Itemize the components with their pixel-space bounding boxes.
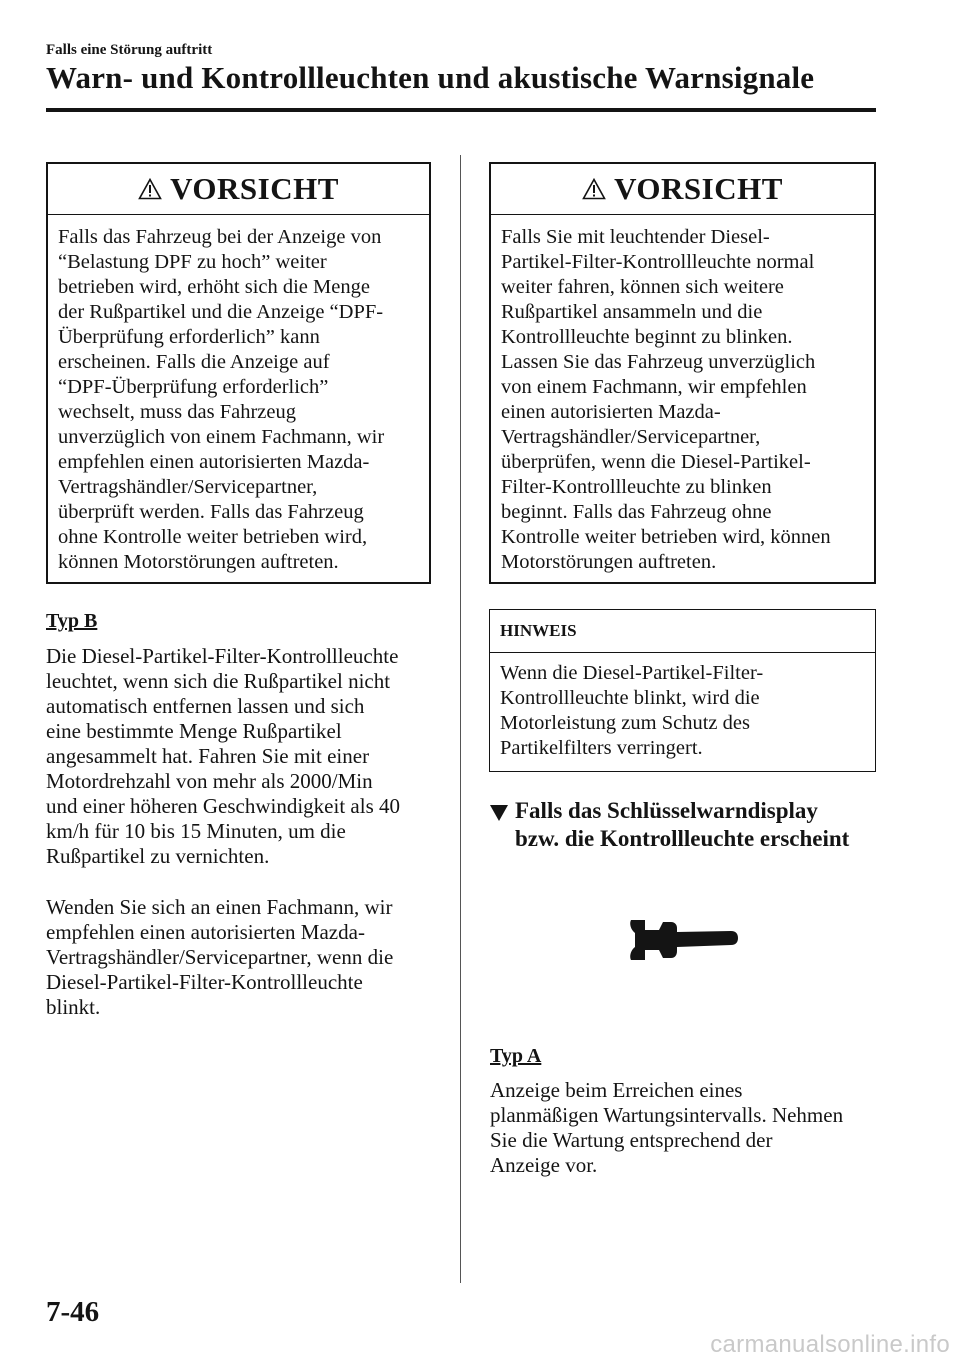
caution-text: Falls Sie mit leuchtender Diesel- Partikel-Filter-Kontrollleuchte normal weiter fahren, können sich weitere Rußpartikel ansammeln und die Kontrollleuchte beginnt zu blinken. Lassen Sie das Fahrzeug unverzüglich von einem Fachmann, wir empfehlen einen autorisierten Mazda- Vertragshändler/Servicepartner, überprüfen, wenn die Diesel-Partikel- Filter-Kontrollleuchte zu blinken beginnt. Falls das Fahrzeug ohne Kontrolle weiter betrieben wird, können Motorstörungen auftreten.: [501, 226, 831, 573]
caution-header: [491, 164, 874, 215]
page-title: Warn- und Kontrollleuchten und akustische Warnsignale: [46, 60, 815, 95]
paragraph-typ-a: Anzeige beim Erreichen eines planmäßigen Wartungsintervalls. Nehmen Sie die Wartung entsprechend der Anzeige vor.: [490, 1078, 844, 1177]
caution-title: VORSICHT: [614, 171, 783, 206]
paragraph-typ-b: Die Diesel-Partikel-Filter-Kontrollleuchte leuchtet, wenn sich die Rußpartikel nicht automatisch entfernen lassen und sich eine bestimmte Menge Rußpartikel angesammelt hat. Fahren Sie mit einer Motordrehzahl von mehr als 2000/Min und einer höheren Geschwindigkeit als 40 km/h für 10 bis 15 Minuten, um die Rußpartikel zu vernichten.: [46, 644, 400, 868]
warning-triangle-icon: [138, 178, 162, 200]
triangle-marker-icon: [490, 805, 508, 821]
note-title: HINWEIS: [490, 610, 875, 653]
caution-header: [48, 164, 429, 215]
page-number: 7-46: [46, 1296, 100, 1328]
note-text: Wenn die Diesel-Partikel-Filter- Kontrollleuchte blinkt, wird die Motorleistung zum Schutz des Partikelfilters verringert.: [500, 662, 764, 759]
caution-text: Falls das Fahrzeug bei der Anzeige von “Belastung DPF zu hoch” weiter betrieben wird, erhöht sich die Menge der Rußpartikel und die Anzeige “DPF- Überprüfung erforderlich” kann erscheinen. Falls die Anzeige auf “DPF-Überprüfung erforderlich” wechselt, muss das Fahrzeug unverzüglich von einem Fachmann, wir empfehlen einen autorisierten Mazda- Vertragshändler/Servicepartner, überprüft werden. Falls das Fahrzeug ohne Kontrolle weiter betrieben wird, können Motorstörungen auftreten.: [58, 226, 385, 573]
warning-triangle-icon: [582, 178, 606, 200]
caution-title: VORSICHT: [170, 171, 339, 206]
caution-box-left: [46, 162, 431, 584]
note-box: [489, 609, 876, 772]
caution-box-right: [489, 162, 876, 584]
wrench-icon: [625, 918, 740, 968]
header-rule: [46, 108, 876, 112]
watermark: carmanualsonline.info: [710, 1331, 950, 1358]
typ-a-label: Typ A: [490, 1045, 542, 1067]
paragraph-contact: Wenden Sie sich an einen Fachmann, wir empfehlen einen autorisierten Mazda- Vertragshändler/Servicepartner, wenn die Diesel-Partikel-Filter-Kontrollleuchte blinkt.: [46, 895, 394, 1019]
typ-b-label: Typ B: [46, 610, 98, 632]
section-label: Falls eine Störung auftritt: [46, 42, 213, 58]
column-divider: [460, 155, 461, 1283]
heading-line-2: bzw. die Kontrollleuchte erscheint: [515, 826, 850, 851]
heading-line-1: Falls das Schlüsselwarndisplay: [515, 798, 818, 823]
